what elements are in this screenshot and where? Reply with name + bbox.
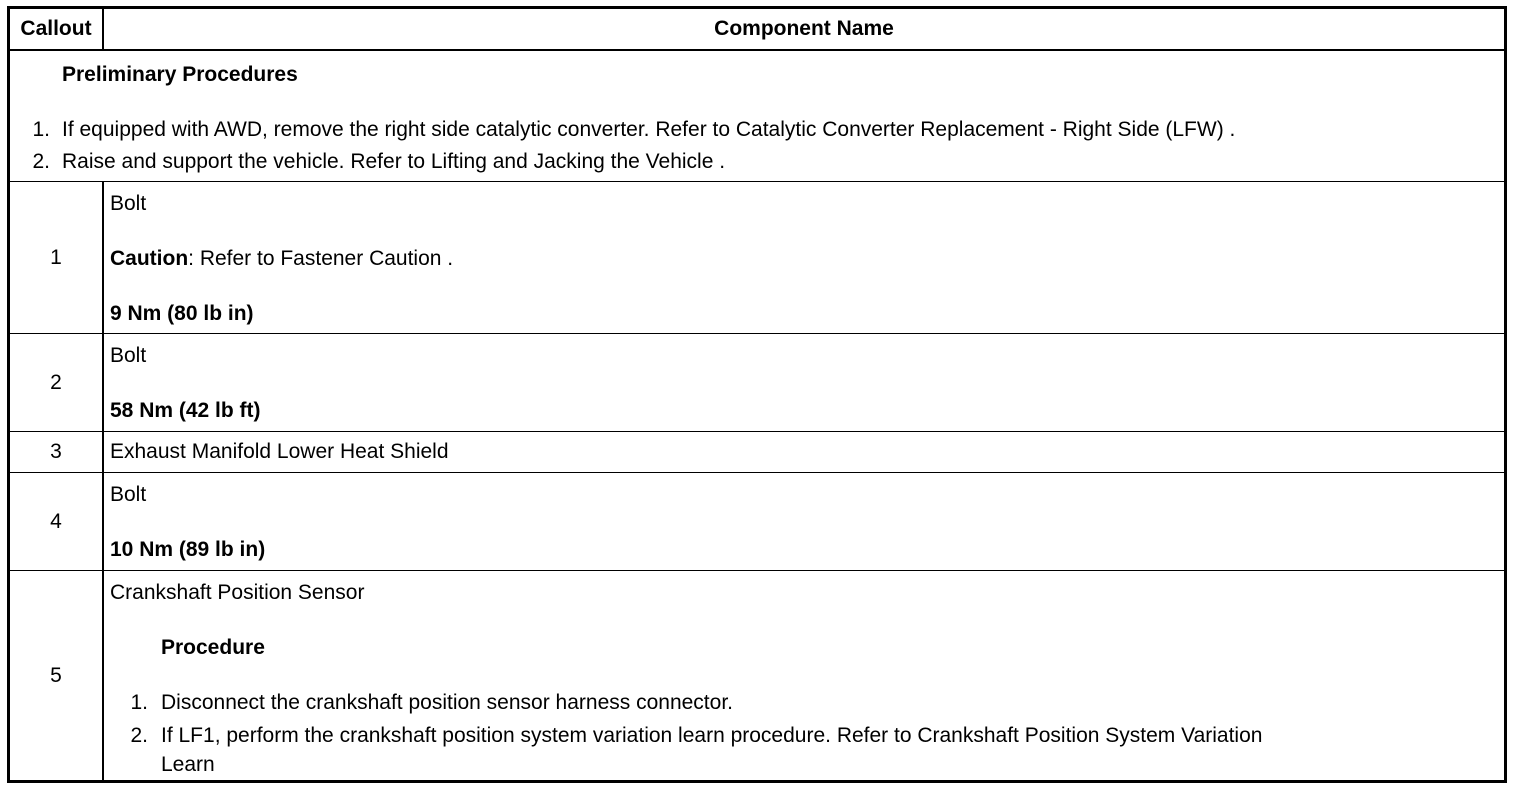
component-name: Bolt bbox=[110, 192, 147, 215]
preliminary-step-text: Raise and support the vehicle. Refer to Lifting and Jacking the Vehicle . bbox=[62, 150, 726, 173]
torque-spec: 9 Nm (80 lb in) bbox=[110, 302, 254, 325]
component-cell bbox=[104, 432, 1504, 472]
component-cell bbox=[104, 182, 1504, 333]
callout-number: 1 bbox=[10, 182, 104, 333]
component-cell bbox=[104, 473, 1504, 570]
callout-number: 3 bbox=[10, 432, 104, 472]
table-row bbox=[10, 570, 1504, 780]
header-component-name: Component Name bbox=[714, 17, 894, 40]
header-component-name-cell bbox=[104, 9, 1504, 49]
table-row bbox=[10, 472, 1504, 570]
component-cell bbox=[104, 571, 1504, 780]
caution-text: : Refer to Fastener Caution . bbox=[188, 247, 454, 270]
procedure-step-text: Disconnect the crankshaft position sensor harness connector. bbox=[161, 691, 733, 714]
component-cell bbox=[104, 334, 1504, 431]
preliminary-step-text: If equipped with AWD, remove the right side catalytic converter. Refer to Catalytic Converter Replacement - Right Side (LFW) . bbox=[62, 118, 1236, 141]
procedure-step-text-continued: Learn bbox=[161, 753, 215, 776]
caution-note bbox=[110, 247, 453, 271]
callout-number: 2 bbox=[10, 334, 104, 431]
callout-number: 4 bbox=[10, 473, 104, 570]
callout-number: 5 bbox=[10, 571, 104, 780]
preliminary-step-number: 1. bbox=[32, 118, 50, 141]
torque-spec: 58 Nm (42 lb ft) bbox=[110, 399, 261, 422]
procedure-step-text: If LF1, perform the crankshaft position system variation learn procedure. Refer to Crankshaft Position System Variation bbox=[161, 724, 1263, 747]
component-table bbox=[7, 6, 1507, 783]
procedure-step-number: 1. bbox=[130, 691, 148, 714]
component-name: Bolt bbox=[110, 483, 147, 506]
component-name: Exhaust Manifold Lower Heat Shield bbox=[110, 440, 449, 463]
table-row bbox=[10, 333, 1504, 431]
component-name: Crankshaft Position Sensor bbox=[110, 581, 365, 604]
preliminary-heading: Preliminary Procedures bbox=[62, 63, 298, 86]
table-row bbox=[10, 431, 1504, 472]
table-header-row bbox=[10, 9, 1504, 49]
preliminary-step-number: 2. bbox=[32, 150, 50, 173]
preliminary-procedures-row bbox=[10, 49, 1504, 181]
torque-spec: 10 Nm (89 lb in) bbox=[110, 538, 266, 561]
header-callout: Callout bbox=[10, 9, 104, 49]
procedure-step-number: 2. bbox=[130, 724, 148, 747]
caution-label: Caution bbox=[110, 247, 189, 270]
procedure-heading: Procedure bbox=[161, 636, 265, 659]
component-name: Bolt bbox=[110, 344, 147, 367]
table-row bbox=[10, 181, 1504, 333]
